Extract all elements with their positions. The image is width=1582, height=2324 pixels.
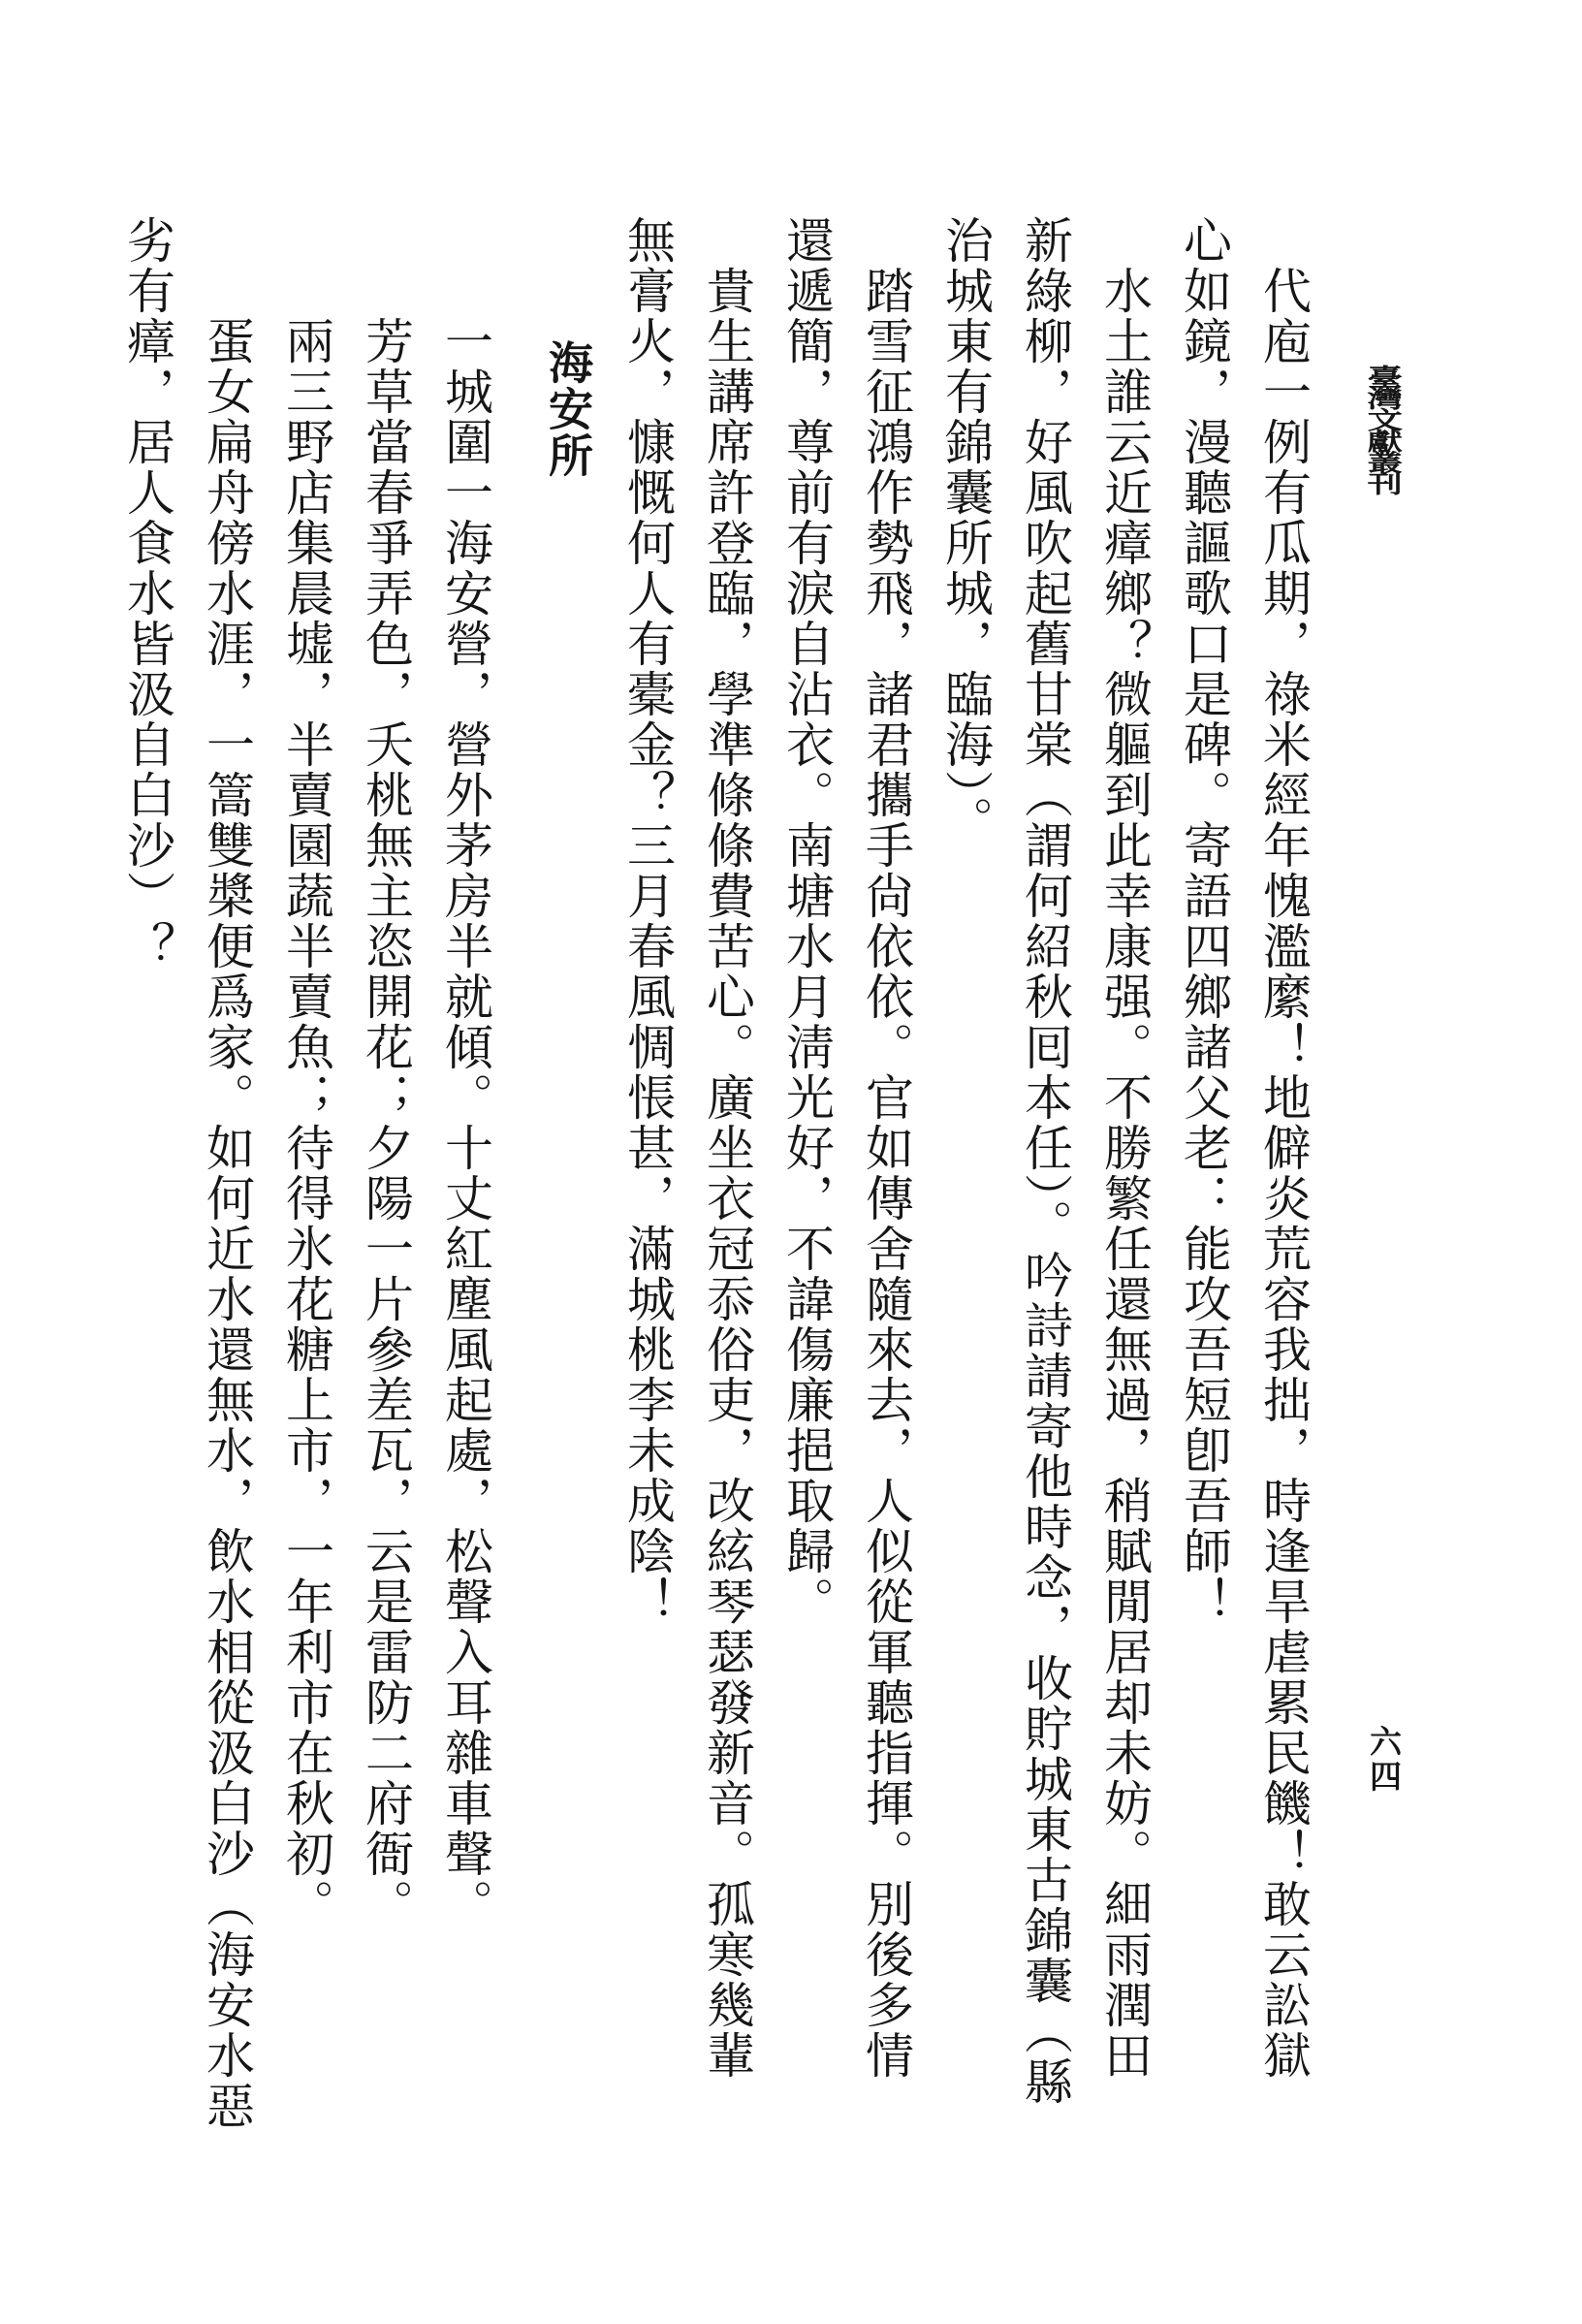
text-column-08: 貴生講席許登臨，學準條條費苦心。廣坐衣冠忝俗吏，改絃琴瑟發新音。孤寒幾輩 (699, 266, 755, 2081)
text-column-14: 蛋女扁舟傍水涯，一篙雙槳便爲家。如何近水還無水，飲水相從汲白沙（海安水惡 (199, 316, 255, 2131)
text-block (108, 215, 1323, 2271)
text-column-01: 代庖一例有瓜期，祿米經年愧濫縻！地僻炎荒容我拙，時逢旱虐累民饑！敢云訟獄 (1255, 266, 1312, 2081)
text-column-07: 還遞簡，尊前有淚自沾衣。南塘水月淸光好，不諱傷廉挹取歸。 (778, 215, 835, 1627)
text-column-15: 劣有瘴，居人食水皆汲自白沙）？ (119, 215, 175, 971)
text-column-03: 水土誰云近瘴鄉？微軀到此幸康强。不勝繁任還無過，稍賦閒居却未妨。細雨潤田 (1096, 266, 1153, 2081)
text-column-09: 無膏火，慷慨何人有橐金？三月春風惆悵甚，滿城桃李未成陰！ (619, 215, 676, 1627)
page-number: 六四 (1365, 1725, 1403, 1795)
text-column-04: 新綠柳，好風吹起舊甘棠（謂何紹秋囘本任）。吟詩請寄他時念，收貯城東古錦囊（縣 (1017, 215, 1073, 2107)
series-title: 臺灣文獻叢刊 (1362, 365, 1404, 493)
text-column-02: 心如鏡，漫聽謳歌口是碑。寄語四鄉諸父老：能攻吾短卽吾師！ (1176, 215, 1232, 1627)
section-title: 海安所 (542, 339, 594, 479)
text-column-13: 兩三野店集晨墟，半賣園蔬半賣魚；待得氷花糖上市，一年利市在秋初。 (278, 316, 334, 1929)
text-column-12: 芳草當春爭弄色，夭桃無主恣開花；夕陽一片參差瓦，云是雷防二府衙。 (358, 316, 414, 1929)
text-column-05: 治城東有錦囊所城，臨海）。 (937, 215, 994, 846)
text-column-11: 一城圍一海安營，營外茅房半就傾。十丈紅塵風起處，松聲入耳雜車聲。 (437, 316, 493, 1929)
text-column-06: 踏雪征鴻作勢飛，諸君攜手尙依依。官如傳舍隨來去，人似從軍聽指揮。別後多情 (858, 266, 914, 2081)
